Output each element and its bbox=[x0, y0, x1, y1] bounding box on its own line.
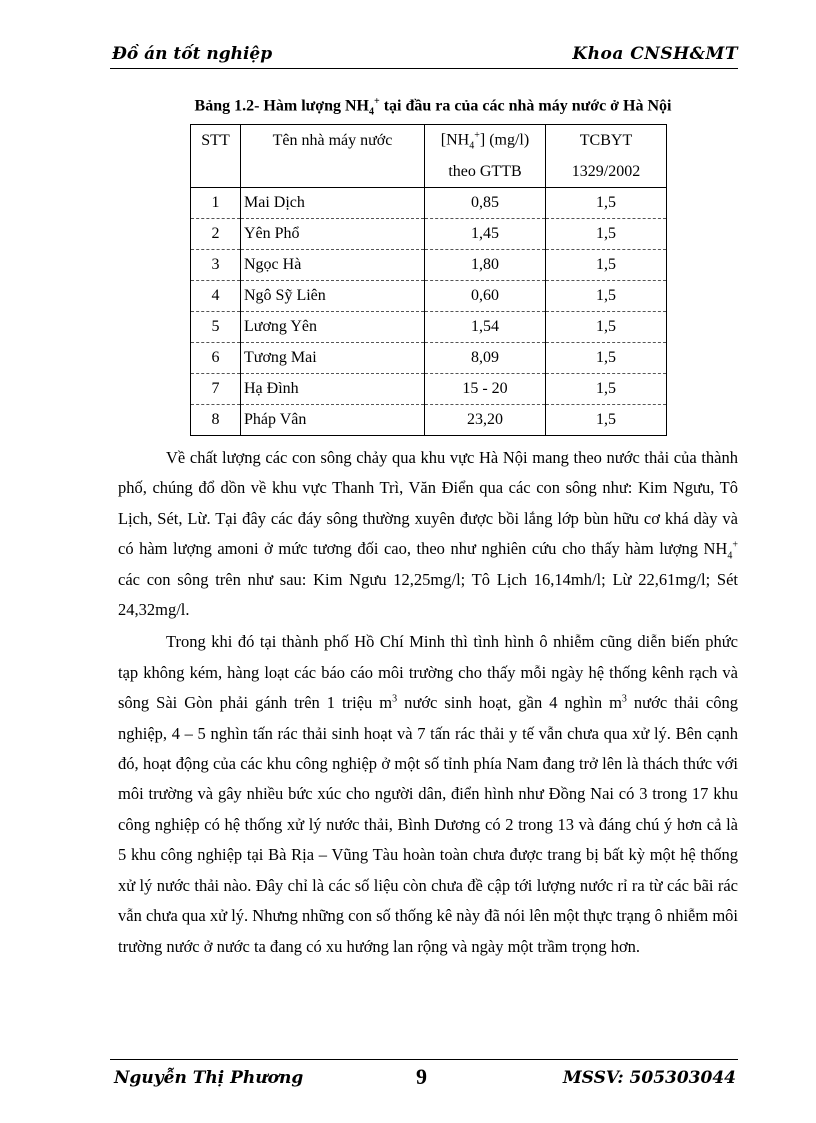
table-row: 8 Pháp Vân 23,20 1,5 bbox=[191, 405, 667, 436]
page-header bbox=[110, 44, 740, 66]
header-stt: STT bbox=[191, 125, 241, 157]
table-row: 4 Ngô Sỹ Liên 0,60 1,5 bbox=[191, 281, 667, 312]
table-row: 1 Mai Dịch 0,85 1,5 bbox=[191, 188, 667, 219]
body-text bbox=[118, 443, 738, 962]
header-name: Tên nhà máy nước bbox=[241, 125, 425, 157]
table-row: 5 Lương Yên 1,54 1,5 bbox=[191, 312, 667, 343]
table-caption: Bảng 1.2- Hàm lượng $NH_4^+$ tại đầu ra của các nhà máy nước ở Hà Nội bbox=[194, 96, 672, 118]
header-rule bbox=[110, 68, 738, 69]
table-row: 3 Ngọc Hà 1,80 1,5 bbox=[191, 250, 667, 281]
header-title: Đồ án tốt nghiệp bbox=[112, 44, 273, 64]
footer-author: Nguyễn Thị Phương bbox=[114, 1068, 304, 1088]
header-standard: TCBYT bbox=[546, 125, 667, 157]
header-value-line2: theo GTTB bbox=[425, 156, 546, 188]
ammonium-table bbox=[190, 124, 667, 436]
page-footer bbox=[110, 1064, 740, 1094]
page-number: 9 bbox=[416, 1064, 427, 1089]
header-value: $[NH_4^+]$ (mg/l) bbox=[425, 125, 546, 157]
table-row: 7 Hạ Đình 15 - 20 1,5 bbox=[191, 374, 667, 405]
paragraph-2: Trong khi đó tại thành phố Hồ Chí Minh thì tình hình ô nhiễm cũng diễn biến phức tạp không kém, hàng loạt các báo cáo môi trường cho thấy mỗi ngày hệ thống kênh rạch và sông Sài Gòn phải gánh trên 1 triệu $m^3$ nước sinh hoạt, gần 4 nghìn $m^3$ nước thải công nghiệp, 4 – 5 nghìn tấn rác thải sinh hoạt và 7 tấn rác thải y tế vẫn chưa qua xử lý. Bên cạnh đó, hoạt động của các khu công nghiệp ở một số tỉnh phía Nam đang trở lên là thách thức với môi trường và gây nhiều bức xúc cho người dân, điển hình như Đồng Nai có 3 trong 17 khu công nghiệp có hệ thống xử lý nước thải, Bình Dương có 2 trong 13 và đáng chú ý hơn cả là 5 khu công nghiệp tại Bà Rịa – Vũng Tàu hoàn toàn chưa được trang bị bất kỳ một hệ thống xử lý nước thải nào. Đây chỉ là các số liệu còn chưa đề cập tới lượng nước rỉ ra từ các bãi rác vẫn chưa qua xử lý. Nhưng những con số thống kê này đã nói lên một thực trạng ô nhiễm môi trường nước ở nước ta đang có xu hướng lan rộng và ngày một trầm trọng hơn. bbox=[118, 632, 738, 956]
header-standard-line2: 1329/2002 bbox=[546, 156, 667, 188]
table-row: 2 Yên Phổ 1,45 1,5 bbox=[191, 219, 667, 250]
paragraph-1: Về chất lượng các con sông chảy qua khu vực Hà Nội mang theo nước thải của thành phố, chúng đổ dồn về khu vực Thanh Trì, Văn Điển qua các con sông như: Kim Ngưu, Tô Lịch, Sét, Lừ. Tại đây các đáy sông thường xuyên được bồi lắng lớp bùn hữu cơ khá dày và có hàm lượng amoni ở mức tương đối cao, theo như nghiên cứu cho thấy hàm lượng $NH_4^+$ các con sông trên như sau: Kim Ngưu 12,25mg/l; Tô Lịch 16,14mh/l; Lừ 22,61mg/l; Sét 24,32mg/l. bbox=[118, 448, 738, 620]
header-department: Khoa CNSH&MT bbox=[572, 44, 738, 64]
footer-student-id: MSSV: 505303044 bbox=[562, 1068, 736, 1088]
table-row: 6 Tương Mai 8,09 1,5 bbox=[191, 343, 667, 374]
footer-rule bbox=[110, 1059, 738, 1060]
